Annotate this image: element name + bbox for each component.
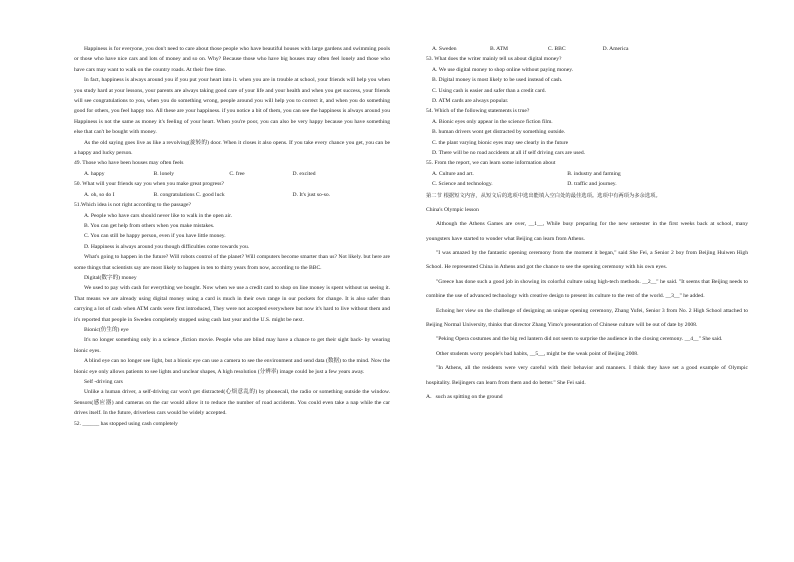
q55-stem: 55. From the report, we can learn some information about xyxy=(426,160,556,167)
q49-option: C. free xyxy=(229,170,245,177)
q51-stem: 51.Which idea is not right according to the passage? xyxy=(74,202,191,209)
passage2-intro: What's going to happen in the future? Will robots control of the planet? Will computers become smarter than us? Not likely. but here are some things that scientists say are most likely to happen in ten to thirty years from now, according to the BBC. xyxy=(74,254,390,271)
passage-paragraph: "Greece has done such a good job in showing its colorful culture using high-tech methods. __2__" he said. "It seems that Beijing needs to combine the use of advanced technology with creative design to present its culture to the rest of the world. __3__" he added. xyxy=(426,278,748,300)
q51-option: C. You can still be happy person, even if you have little money. xyxy=(84,233,226,240)
q55-options xyxy=(426,179,748,189)
q49-stem: 49. Those who have been houses may often feels xyxy=(74,160,184,167)
passage-paragraph: Other students worry people's bad habits, __5__, might be the weak point of Beijing 2008. xyxy=(436,350,639,357)
q54-option: A. Bionic eyes only appear in the science fiction film. xyxy=(432,118,553,125)
q55-option: B. industry and farming xyxy=(567,170,621,177)
q53-option: B. Digital money is most likely to be used instead of cash. xyxy=(432,77,563,84)
passage-paragraph: Although the Athens Games are over, __1__, While busy preparing for the new semester in the first weeks back at school, many youngsters have started to wonder what Beijing can learn from Athens. xyxy=(426,221,748,242)
passage-body xyxy=(426,217,748,404)
passage-paragraph: "Peking Opera costumes and the big red lantern did not seem to surprise the audience in the closing ceremony. __4__" She said. xyxy=(436,336,723,343)
q50-options xyxy=(74,190,390,200)
q49-option: B. lonely xyxy=(153,170,175,177)
section-heading-digital-money: Digital(数字的) money xyxy=(84,274,137,281)
section-heading-bionic-eye: Bionic(仿生的) eye xyxy=(84,326,129,333)
q53-option: C. Using cash is easier and safer than a credit card. xyxy=(432,87,547,94)
q51-option: D. Happiness is always around you though difficulties come towards you. xyxy=(84,243,250,250)
q50-option: D. It's just so-so. xyxy=(292,191,331,198)
q49-option: D. excited xyxy=(292,170,316,177)
passage1-paragraph: As the old saying goes live as like a revolving(旋转的) door. When it closes it also opens. If you take every chance you get, you can be a happy and lucky person. xyxy=(74,139,390,157)
passage-title: China's Olympic lesson xyxy=(426,206,479,213)
q50-option: A. oh, so do I xyxy=(84,191,115,198)
q51-option: B. You can get help from others when you make mistakes. xyxy=(84,222,215,229)
q49-options xyxy=(74,169,390,179)
q49-option: A. happy xyxy=(84,170,105,177)
q53-stem: 53. What does the writer mainly tell us about digital money? xyxy=(426,56,562,63)
self-driving-text: Unlike a human driver, a self-driving car won't get distracted(心烦意乱的) by phonecall, the radio or something outside the window. Sensors(感应器) and cameras on the car would allow it to reduce the number of road accidents. You could even take a nap while the car drives itself. In the future, driverless cars would be widely accepted. xyxy=(74,389,390,417)
q52-option: C. BBC xyxy=(547,46,566,52)
left-column xyxy=(74,44,390,429)
passage-paragraph: "I was amazed by the fantastic opening ceremony from the moment it began," said She Fei, a Senior 2 boy from Beijing Huiwen High School. He represented China in Athens and got the chance to see the opening ceremony with his own eyes. xyxy=(426,249,748,271)
q55-options xyxy=(426,169,748,179)
q50-option: B. congratulations C. good luck xyxy=(153,191,225,198)
q53-option: A. We use digital money to shop online without paying money. xyxy=(432,66,574,73)
digital-money-text: We used to pay with cash for everything we bought. Now when we use a credit card to shop on line money is spent without us seeing it. That means we are already using digital money using a card is much in their own range in our pockets for change. It is also safer than carrying a lot of cash when ATM cards were first introduced, They were not accepted everywhere but now it's hard to live without them and it's reported that people in Sweden completely stopped using cash last year and the U.S. might be next. xyxy=(74,285,390,323)
q51-option: A. People who have cars should never like to walk in the open air. xyxy=(84,212,233,219)
q55-option: C. Science and technology. xyxy=(432,181,493,188)
q54-stem: 54. Which of the following statements is true? xyxy=(426,108,530,115)
q50-stem: 50. What will your friends say you when you make great progress? xyxy=(74,181,224,188)
passage-paragraph: "In Athens, all the residents were very careful with their behavior and manners. I think they have set a good example of Olympic hospitality. Beijingers can learn from them and do better." She Fei said. xyxy=(426,365,748,386)
q52-options xyxy=(426,44,748,54)
q52-option: B. ATM xyxy=(489,46,508,52)
passage-paragraph: Echoing her view on the challenge of designing an unique opening ceremony, Zhang Yufei, Senior 3 from No. 2 High School attached to Beijing Normal University, thinks that director Zhang Yimo's presentation of Chinese culture will be out of date by 2008. xyxy=(426,307,748,328)
q54-option: C. the plant varying bionic eyes may see clearly in the future xyxy=(432,139,569,146)
q54-option: D. There will be no road accidents at all if self driving cars are used. xyxy=(432,150,586,157)
right-column xyxy=(426,44,748,404)
q52-stem: 52. ______ has stopped using cash completely xyxy=(74,420,178,427)
section-instruction: 第二节 根据短文内容，从短文后的选项中选出能填入空白处的最佳选项。选项中有两项为多余选项。 xyxy=(426,192,661,199)
q52-option: A. Sweden xyxy=(432,46,457,52)
section-heading-self-driving-cars: Self -driving cars xyxy=(84,379,123,385)
bionic-eye-text: It's no longer something only in a science ,fiction movie. People who are blind may have a chance to get their sight back- by wearing bionic eyes. xyxy=(74,337,390,354)
option-a: A．such as spitting on the ground xyxy=(426,393,503,400)
q55-option: A. Culture and art. xyxy=(432,170,474,177)
q55-option: D. traffic and journey. xyxy=(567,181,617,188)
passage1-paragraph: Happiness is for everyone, you don't need to care about those people who have beautiful houses with large gardens and swimming pools or those who have nice cars and lots of money and so on. Why? Because those who have big houses may often feel lonely and those who have cars may want to walk on the country roads. At their free time. xyxy=(74,46,390,73)
passage1-paragraph: In fact, happiness is always around you if you put your heart into it. when you are in trouble at school, your friends will help you when you study hard at your lessons, your parents are always taking good care of your life and your health and when you get success, your friends will see congratulations to you, when you do something wrong, people around you will help you to correct it, and when you do something good for others, you feel happy too. All these are your happiness. if you notice a bit of them, you can see the happiness is always around you Happiness is not the same as money it's feeling of your heart. When you're poor, you can also be very happy because you have something else that can't be bought with money. xyxy=(74,77,390,136)
q52-option: D. America xyxy=(602,46,629,52)
bionic-eye-text: A blind eye can no longer see light, but a bionic eye can use a camera to see the environment and send data (数据) to the mind. Now the bionic eye only allows patients to see lights and unclear shapes, A high resolution (分辨率) image could be just a few years away. xyxy=(74,358,390,375)
q54-option: B. human drivers wont get distracted by something outside. xyxy=(432,129,566,136)
q53-option: D. ATM cards are always popular. xyxy=(432,98,509,105)
